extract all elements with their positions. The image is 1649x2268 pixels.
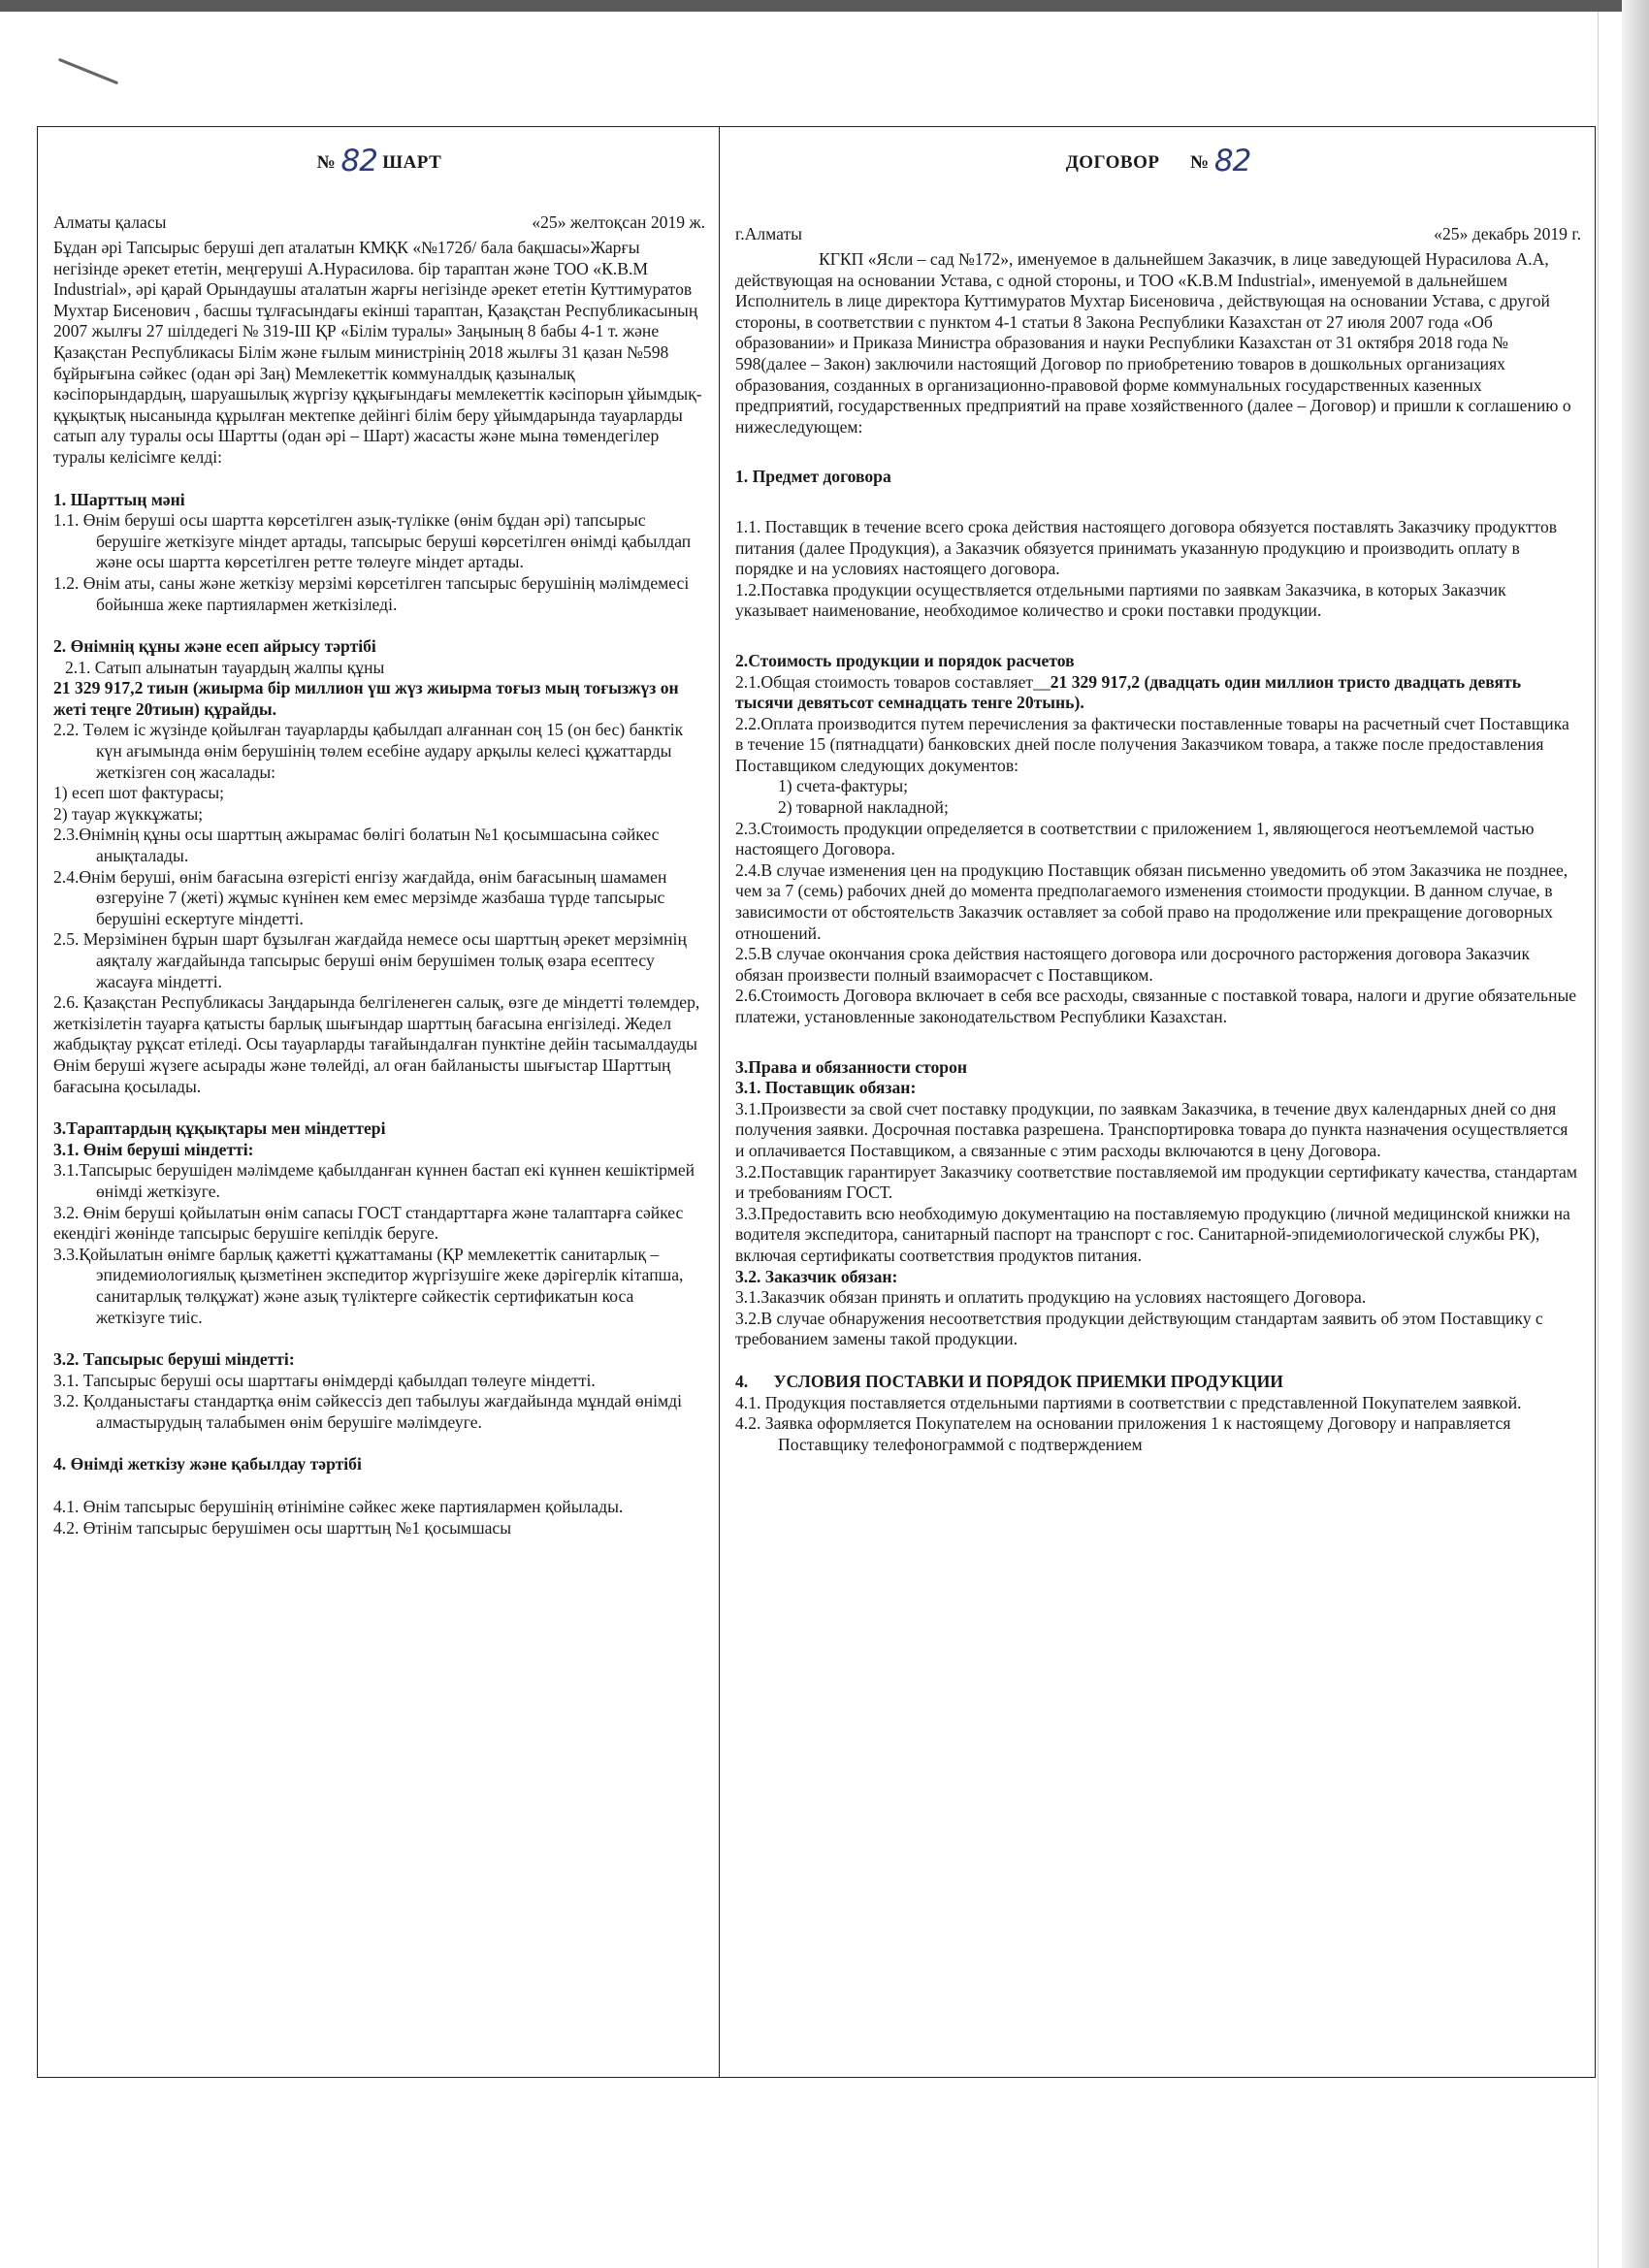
russian-clause-4-1: 4.1. Продукция поставляется отдельными партиями в соответствии с представленной Покупателем заявкой. <box>735 1392 1522 1412</box>
scan-top-edge <box>0 0 1649 12</box>
russian-clause-2-6: 2.6.Стоимость Договора включает в себя все расходы, связанные с поставкой товара, налоги и другие обязательные платежи, установленные законодательством Республики Казахстан. <box>735 986 1577 1026</box>
russian-clause-3-1-3: 3.3.Предоставить всю необходимую документацию на поставляемую продукцию (личной медицинской книжки на водителя экспедитора, санитарный паспорт на транспорт с гос. Санитарной-эпидемиологической службы РК), включая сертификаты соответствия продуктов питания. <box>735 1203 1570 1265</box>
kazakh-clause-1-1: 1.1. Өнім беруші осы шартта көрсетілген азық-түлікке (өнім бұдан әрі) тапсырыс берушіге жеткізуге міндет артады, тапсырыс беруші көрсетілген өнімді қабылдап және осы шартта көрсетілген ретте төлеуге міндет артады. <box>53 510 692 572</box>
russian-city: г.Алматы <box>735 224 802 243</box>
russian-clause-3-2-2: 3.2.В случае обнаружения несоответствия продукции действующим стандартам заявить об этом Поставщику с требованием замены такой продукции. <box>735 1308 1543 1349</box>
russian-clause-2-5: 2.5.В случае окончания срока действия настоящего договора или досрочного расторжения договора Заказчик обязан произвести полный взаиморасчет с Поставщиком. <box>735 944 1531 985</box>
russian-subsection-3-1-title: 3.1. Поставщик обязан: <box>735 1078 917 1098</box>
kazakh-clause-2-6: 2.6. Қазақстан Республикасы Заңдарында белгіленеген салық, өзге де міндетті төлемдер, жеткізілетін тауарға қатысты барлық шығындар шарттың бағасына енгізіледі. Жедел жабдықтау рұқсат етіледі. Осы тауарларды тағайындалған пунктіне дейін тасымалдауды Өнім беруші жүзеге асырады және төлейді, ал оған байланысты шығыстар Шарттың бағасына қосылады. <box>53 992 700 1096</box>
russian-clause-1-1: 1.1. Поставщик в течение всего срока действия настоящего договора обязуется поставлять Заказчику продукттов питания (далее Продукция), а Заказчик обязуется принимать указанную продукцию и производить оплату в порядке и на условиях настоящего договора. <box>735 516 1558 579</box>
kazakh-section-3-title: 3.Тараптардың құқықтары мен міндеттері <box>53 1118 386 1139</box>
russian-date: «25» декабрь 2019 г. <box>1434 224 1581 243</box>
russian-clause-2-3: 2.3.Стоимость продукции определяется в соответствии с приложением 1, являющегося неотъемлемой частью настоящего Договора. <box>735 818 1535 859</box>
russian-city-date-row <box>735 224 1581 249</box>
russian-list-2: 2) товарной накладной; <box>778 797 949 818</box>
russian-clause-2-4: 2.4.В случае изменения цен на продукцию Поставщик обязан письменно уведомить об этом Заказчика не позднее, чем за 7 (семь) рабочих дней до момента предполагаемого изменения стоимости продукции. В данном случае, в зависимости от обстоятельств Заказчик оставляет за собой право на продолжение или прекращение договорных отношений. <box>735 859 1568 943</box>
kazakh-title-text: ШАРТ <box>382 152 442 173</box>
kazakh-clause-4-2: 4.2. Өтінім тапсырыс берушімен осы шарттың №1 қосымшасы <box>53 1517 512 1538</box>
russian-section-1-title: 1. Предмет договора <box>735 467 891 487</box>
russian-clause-1-2: 1.2.Поставка продукции осуществляется отдельными партиями по заявкам Заказчика, в которых Заказчик указывает наименование, необходимое количество и сроки поставки продукции. <box>735 579 1506 621</box>
kazakh-clause-3-2-2: 3.2. Қолданыстағы стандартқа өнім сәйкессіз деп табылуы жағдайында мұндай өнімді алмастырудың талабымен өнім берушіге мәлімдеуге. <box>53 1391 683 1432</box>
russian-clause-3-2-1: 3.1.Заказчик обязан принять и оплатить продукцию на условиях настоящего Договора. <box>735 1287 1367 1308</box>
kazakh-subsection-3-1-title: 3.1. Өнім беруші міндетті: <box>53 1139 254 1159</box>
kazakh-clause-2-5: 2.5. Мерзімінен бұрын шарт бұзылған жағдайда немесе осы шарттың әрекет мерзімнің аяқталу жағдайында тапсырыс беруші өнім берушімен толық өзара есептесу жасауға міндетті. <box>53 929 687 991</box>
handwritten-number: 82 <box>340 144 377 178</box>
kazakh-clause-2-1a: 2.1. Сатып алынатын тауардың жалпы құны <box>65 657 385 677</box>
russian-subsection-3-2-title: 3.2. Заказчик обязан: <box>735 1266 898 1286</box>
kazakh-list-1: 1) есеп шот фактурасы; <box>53 783 225 803</box>
kazakh-section-1-title: 1. Шарттың мәні <box>53 489 185 509</box>
kazakh-clause-4-1: 4.1. Өнім тапсырыс берушінің өтініміне сәйкес жеке партиялармен қойылады. <box>53 1497 624 1517</box>
kazakh-title <box>53 144 705 183</box>
pen-mark <box>58 58 118 85</box>
kazakh-clause-2-3: 2.3.Өнімнің құны осы шарттың ажырамас бөлігі болатын №1 қосымшасына сәйкес анықталады. <box>53 825 660 866</box>
russian-clause-2-1b: 21 329 917,2 (двадцать один миллион тристо двадцать девять тысячи девятьсот семнадцать тенге 20тынь). <box>735 671 1521 713</box>
number-sign: № <box>316 152 337 173</box>
kazakh-clause-2-1b: 21 329 917,2 тиын (жиырма бір миллион үш жүз жиырма тоғыз мың тоғызжүз он жеті теңге 20тиын) құрайды. <box>53 678 679 719</box>
russian-clause-3-1-1: 3.1.Произвести за свой счет поставку продукции, по заявкам Заказчика, в течение двух календарных дней со дня получения заявки. Досрочная поставка разрешена. Транспортировка товара до пункта назначения осуществляется и оплачивается Поставщиком, а связанные с этим расходы включаются в цену Договора. <box>735 1098 1568 1160</box>
kazakh-section-2-title: 2. Өнімнің құны және есеп айрысу тәртібі <box>53 636 376 657</box>
russian-column <box>720 127 1595 2077</box>
kazakh-subsection-3-2-title: 3.2. Тапсырыс беруші міндетті: <box>53 1349 295 1370</box>
number-sign: № <box>1190 152 1210 173</box>
russian-title <box>735 144 1581 183</box>
russian-clause-2-2: 2.2.Оплата производится путем перечисления за фактически поставленные товары на расчетный счет Поставщика в течение 15 (пятнадцати) банковских дней после получения Заказчиком товара, а также после предоставления Поставщиком следующих документов: <box>735 713 1569 775</box>
kazakh-section-4-title: 4. Өнімді жеткізу және қабылдау тәртібі <box>53 1454 362 1474</box>
kazakh-clause-2-2: 2.2. Төлем іс жүзінде қойылған тауарларды қабылдап алғаннан соң 15 (он бес) банктік күн ағымында өнім берушінің төлем есебіне аудару арқылы келесі құжаттарды жеткізген соң жасалады: <box>53 720 684 782</box>
russian-clause-4-2: 4.2. Заявка оформляется Покупателем на основании приложения 1 к настоящему Договору и направляется Поставщику телефонограммой с подтверждением <box>735 1413 1511 1454</box>
russian-intro: КГКП «Ясли – сад №172», именуемое в дальнейшем Заказчик, в лице заведующей Нурасилова А.А, действующая на основании Устава, с одной стороны, и ТОО «К.В.М Industrial», именуемой в дальнейшем Исполнитель в лице директора Куттимуратов Мухтар Бисеновича , действующая на основании Устава, с другой стороны, в соответствии с пунктом 4-1 статьи 8 Закона Республики Казахстан от 27 июля 2007 года «Об образовании» и Приказа Министра образования и науки Республики Казахстан от 31 октября 2018 года № 598(далее – Закон) заключили настоящий Договор по приобретению товаров в дошкольных организациях образования, созданных в организационно-правовой форме коммунальных государственных казенных предприятий, государственных предприятий на праве хозяйственного (далее – Договор) и пришли к соглашению о нижеследующем: <box>735 249 1571 437</box>
kazakh-clause-3-2-1: 3.1. Тапсырыс беруші осы шарттағы өнімдерді қабылдап төлеуге міндетті. <box>53 1370 596 1390</box>
russian-section-4-title: 4. УСЛОВИЯ ПОСТАВКИ И ПОРЯДОК ПРИЕМКИ ПРОДУКЦИИ <box>735 1371 1283 1391</box>
russian-list-1: 1) счета-фактуры; <box>778 776 909 796</box>
kazakh-city-date-row <box>53 212 705 238</box>
russian-section-2-title: 2.Стоимость продукции и порядок расчетов <box>735 650 1075 670</box>
kazakh-clause-1-2: 1.2. Өнім аты, саны және жеткізу мерзімі көрсетілген тапсырыс берушінің мәлімдемесі бойынша жеке партиялармен жеткізіледі. <box>53 572 690 614</box>
russian-clause-2-1 <box>735 672 1581 714</box>
russian-title-text: ДОГОВОР <box>1065 152 1160 173</box>
kazakh-city: Алматы қаласы <box>53 212 167 232</box>
kazakh-clause-2-4: 2.4.Өнім беруші, өнім бағасына өзгерісті енгізу жағдайда, өнім бағасының шамамен өзгеруіне 7 (жеті) жұмыс күнінен кем емес мерзімде жазбаша түрде тапсырыс берушіні ескертуге міндетті. <box>53 866 667 928</box>
kazakh-date: «25» желтоқсан 2019 ж. <box>532 212 705 232</box>
kazakh-clause-3-1-1: 3.1.Тапсырыс берушіден мәлімдеме қабылданған күннен бастап екі күннен кешіктірмей өнімді жеткізуге. <box>53 1160 695 1201</box>
russian-section-3-title: 3.Права и обязанности сторон <box>735 1056 968 1077</box>
russian-clause-2-1a: 2.1.Общая стоимость товаров составляет__ <box>735 671 1051 692</box>
kazakh-clause-3-1-3: 3.3.Қойылатын өнімге барлық қажетті құжаттаманы (ҚР мемлекеттік санитарлық – эпидемиологиялық қызметінен экспедитор жүргізушіге жеке дәрігерлік кітапша, санитарлық төлқұжат) және азық түліктерге сәйкестік сертификатын коса жеткізуге тиіс. <box>53 1244 684 1327</box>
handwritten-number: 82 <box>1213 144 1251 178</box>
kazakh-intro: Бұдан әрі Тапсырыс беруші деп аталатын КМҚК «№172б/ бала бақшасы»Жарғы негізінде әрекет ететін, меңгеруші А.Нурасилова. бір тараптан және ТОО «К.В.М Industrial», әрі қарай Орындаушы аталатын жарғы негізінде әрекет ететін Куттимуратов Мухтар Бисенович , басшы тұлғасындағы екінші тараптан, Қазақстан Республикасының 2007 жылғы 27 шілдедегі № 319-III ҚР «Білім туралы» Заңының 8 бабы 4-1 т. және Қазақстан Республикасы Білім және ғылым министрінің 2018 жылғы 31 қазан №598 бұйрығына сәйкес (одан әрі Заң) Мемлекеттік коммуналдық қазыналық кәсіпорындардың, шаруашылық жүргізу құқығындағы мемлекеттік кәсіпорын ұйымдық-құқықтық нысанында құрылған мектепке дейінгі білім беру ұйымдарында тауарларды сатып алу туралы осы Шартты (одан әрі – Шарт) жасасты және мына төмендегілер туралы келісімге келді: <box>53 238 702 467</box>
kazakh-list-2: 2) тауар жүккұжаты; <box>53 803 204 824</box>
contract-table <box>37 126 1596 2078</box>
scan-page-fold <box>1598 12 1599 2268</box>
kazakh-column <box>38 127 720 2077</box>
scan-right-edge <box>1622 0 1649 2268</box>
russian-clause-3-1-2: 3.2.Поставщик гарантирует Заказчику соответствие поставляемой им продукции сертификату качества, стандартам и требованиям ГОСТ. <box>735 1161 1577 1203</box>
kazakh-clause-3-1-2: 3.2. Өнім беруші қойылатын өнім сапасы ГОСТ стандарттарға және талаптарға сәйкес екендігі жөнінде тапсырыс берушіге кепілдік беруге. <box>53 1202 684 1244</box>
